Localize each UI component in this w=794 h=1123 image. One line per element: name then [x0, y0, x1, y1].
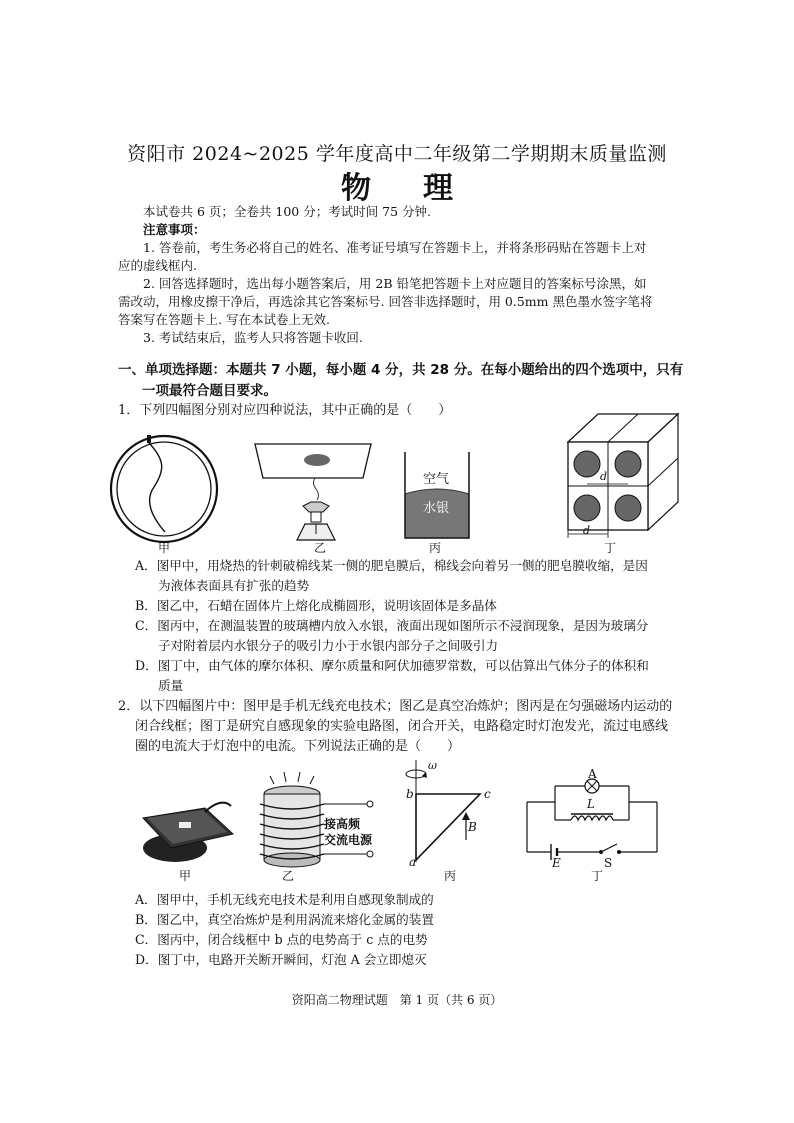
q1-figure-ding: [560, 412, 685, 547]
inductor-l-label: L: [587, 797, 595, 811]
figure-caption: 乙: [281, 869, 294, 883]
air-label: 空气: [423, 472, 450, 487]
q2-figure-ding-circuit: [525, 770, 660, 865]
q1-figure-yi: [253, 444, 373, 544]
d-label: d: [583, 524, 591, 537]
section-heading: 一、单项选择题：本题共 7 小题，每小题 4 分，共 28 分。在每小题给出的四个选项中，只有: [118, 362, 684, 378]
switch-s-label: S: [604, 856, 613, 870]
page-footer: 资阳高二物理试题 第 1 页（共 6 页）: [291, 993, 503, 1007]
source-label-line2: 交流电源: [324, 833, 373, 847]
q1-option-d: D．图丁中，由气体的摩尔体积、摩尔质量和阿伏加德罗常数，可以估算出气体分子的体积和: [135, 658, 649, 673]
q1-option-b: B．图乙中，石蜡在固体片上熔化成椭圆形，说明该固体是多晶体: [135, 598, 497, 613]
q2-figure-bing-frame: [400, 760, 500, 870]
point-c-label: c: [484, 787, 491, 801]
figure-caption: 丁: [590, 869, 603, 883]
note-line: 答案写在答题卡上. 写在本试卷上无效.: [118, 312, 330, 327]
notice-title: 注意事项：: [143, 222, 206, 237]
note-line: 应的虚线框内.: [118, 258, 197, 273]
q2-option-b: B．图乙中，真空冶炼炉是利用涡流来熔化金属的装置: [135, 912, 434, 927]
q1-figure-jia: [110, 432, 220, 547]
q2-option-d: D．图丁中，电路开关断开瞬间，灯泡 A 会立即熄灭: [135, 952, 427, 967]
d-label: d: [600, 470, 608, 483]
q1-option-c: C．图丙中，在测温装置的玻璃槽内放入水银，液面出现如图所示不浸润现象，是因为玻璃分: [135, 618, 649, 633]
question-2-stem-cont: 闭合线框；图丁是研究自感现象的实验电路图，闭合开关，电路稳定时灯泡发光，流过电感线: [135, 719, 669, 734]
q1-option-a-cont: 为液体表面具有扩张的趋势: [158, 578, 310, 593]
subject-title: 物理: [341, 171, 505, 206]
mercury-label: 水银: [423, 501, 450, 516]
note-line: 3. 考试结束后，监考人只将答题卡收回.: [143, 330, 363, 345]
figure-caption: 丙: [443, 869, 456, 883]
exam-title: 资阳市 2024~2025 学年度高中二年级第二学期期末质量监测: [127, 143, 667, 165]
q1-option-c-cont: 子对附着层内水银分子的吸引力小于水银内部分子之间吸引力: [158, 638, 499, 653]
q2-option-a: A．图甲中，手机无线充电技术是利用自感现象制成的: [135, 892, 434, 907]
note-line: 需改动，用橡皮擦干净后，再选涂其它答案标号. 回答非选择题时，用 0.5mm 黑色墨水签字笔将: [118, 294, 653, 309]
q2-figure-jia-charger: [135, 798, 235, 868]
section-heading-cont: 一项最符合题目要求。: [142, 383, 277, 399]
question-2-stem: 2．以下四幅图片中：图甲是手机无线充电技术；图乙是真空冶炼炉；图丙是在匀强磁场内运动的: [118, 699, 673, 714]
question-2-stem-cont: 圈的电流大于灯泡中的电流。下列说法正确的是（ ）: [135, 739, 461, 754]
figure-caption: 丁: [603, 541, 616, 555]
note-line: 2. 回答选择题时，选出每小题答案后，用 2B 铅笔把答题卡上对应题目的答案标号涂黑，如: [143, 276, 647, 291]
figure-caption: 乙: [313, 541, 326, 555]
q1-option-a: A．图甲中，用烧热的针刺破棉线某一侧的肥皂膜后，棉线会向着另一侧的肥皂膜收缩，是因: [135, 558, 648, 573]
figure-caption: 甲: [157, 541, 170, 555]
lamp-a-label: A: [588, 767, 597, 781]
question-1-stem: 1．下列四幅图分别对应四种说法，其中正确的是（ ）: [118, 403, 452, 418]
q1-option-d-cont: 质量: [158, 678, 184, 693]
figure-caption: 甲: [178, 869, 191, 883]
exam-intro: 本试卷共 6 页；全卷共 100 分；考试时间 75 分钟.: [143, 204, 432, 219]
source-label-line1: 接高频: [324, 817, 361, 831]
field-b-label: B: [468, 820, 477, 834]
point-a-label: a: [409, 855, 417, 869]
q2-option-c: C．图丙中，闭合线框中 b 点的电势高于 c 点的电势: [135, 932, 428, 947]
figure-caption: 丙: [428, 541, 441, 555]
point-b-label: b: [406, 787, 414, 801]
omega-label: ω: [428, 759, 437, 772]
battery-e-label: E: [552, 856, 561, 870]
note-line: 1. 答卷前，考生务必将自己的姓名、准考证号填写在答题卡上，并将条形码贴在答题卡上对: [143, 240, 647, 255]
